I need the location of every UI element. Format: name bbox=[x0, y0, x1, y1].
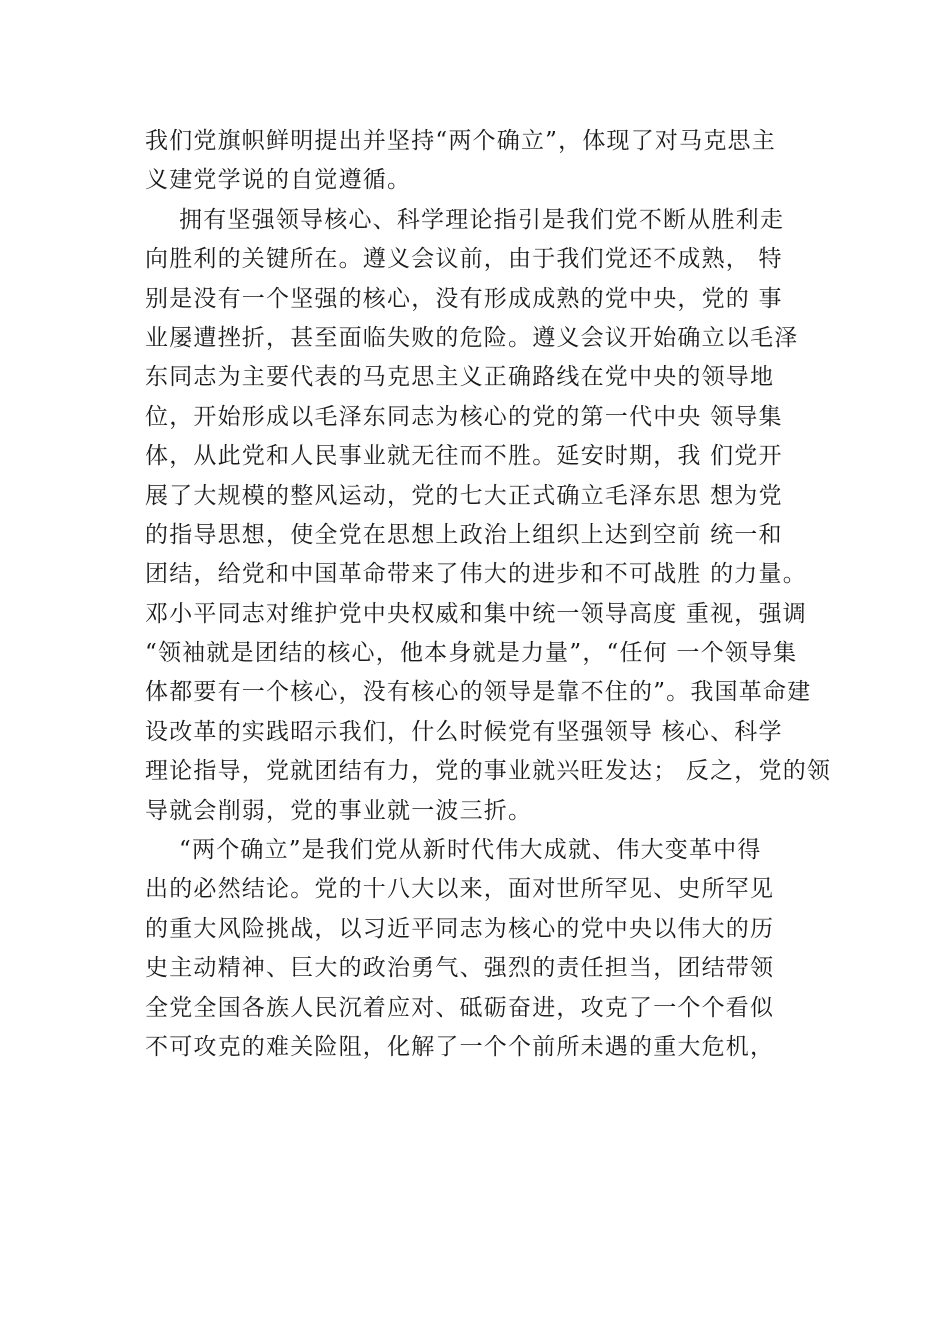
text-line-11: 的指导思想，使全党在思想上政治上组织上达到空前 统一和 bbox=[145, 521, 783, 548]
text-line-19: “两个确立”是我们党从新时代伟大成就、伟大变革中得 bbox=[145, 837, 762, 864]
text-line-20: 出的必然结论。党的十八大以来，面对世所罕见、史所罕见 bbox=[145, 876, 775, 903]
text-line-6: 业屡遭挫折，甚至面临失败的危险。遵义会议开始确立以毛泽 bbox=[145, 324, 799, 351]
text-line-13: 邓小平同志对维护党中央权威和集中统一领导高度 重视，强调 bbox=[145, 600, 807, 627]
text-line-14: “领袖就是团结的核心，他本身就是力量”，“任何 一个领导集 bbox=[145, 640, 798, 667]
text-line-17: 理论指导，党就团结有力，党的事业就兴旺发达； 反之，党的领 bbox=[145, 758, 832, 785]
text-line-10: 展了大规模的整风运动，党的七大正式确立毛泽东思 想为党 bbox=[145, 482, 783, 509]
text-line-22: 史主动精神、巨大的政治勇气、强烈的责任担当，团结带领 bbox=[145, 955, 775, 982]
text-line-8: 位，开始形成以毛泽东同志为核心的党的第一代中央 领导集 bbox=[145, 403, 783, 430]
text-line-15: 体都要有一个核心，没有核心的领导是靠不住的”。我国革命建 bbox=[145, 679, 812, 706]
text-line-12: 团结，给党和中国革命带来了伟大的进步和不可战胜 的力量。 bbox=[145, 561, 807, 588]
text-line-4: 向胜利的关键所在。遵义会议前，由于我们党还不成熟， 特 bbox=[145, 246, 783, 273]
text-line-18: 导就会削弱，党的事业就一波三折。 bbox=[145, 797, 533, 824]
text-line-16: 设改革的实践昭示我们，什么时候党有坚强领导 核心、科学 bbox=[145, 718, 783, 745]
text-line-2: 义建党学说的自觉遵循。 bbox=[145, 167, 412, 194]
text-line-24: 不可攻克的难关险阻，化解了一个个前所未遇的重大危机， bbox=[145, 1033, 775, 1060]
text-line-21: 的重大风险挑战，以习近平同志为核心的党中央以伟大的历 bbox=[145, 915, 775, 942]
text-line-23: 全党全国各族人民沉着应对、砥砺奋进，攻克了一个个看似 bbox=[145, 994, 775, 1021]
text-line-9: 体，从此党和人民事业就无往而不胜。延安时期，我 们党开 bbox=[145, 443, 783, 470]
text-line-7: 东同志为主要代表的马克思主义正确路线在党中央的领导地 bbox=[145, 364, 775, 391]
text-line-5: 别是没有一个坚强的核心，没有形成成熟的党中央，党的 事 bbox=[145, 285, 783, 312]
text-line-1: 我们党旗帜鲜明提出并坚持“两个确立”，体现了对马克思主 bbox=[145, 128, 776, 154]
body-text bbox=[145, 122, 845, 1067]
text-line-3: 拥有坚强领导核心、科学理论指引是我们党不断从胜利走 bbox=[145, 206, 785, 233]
